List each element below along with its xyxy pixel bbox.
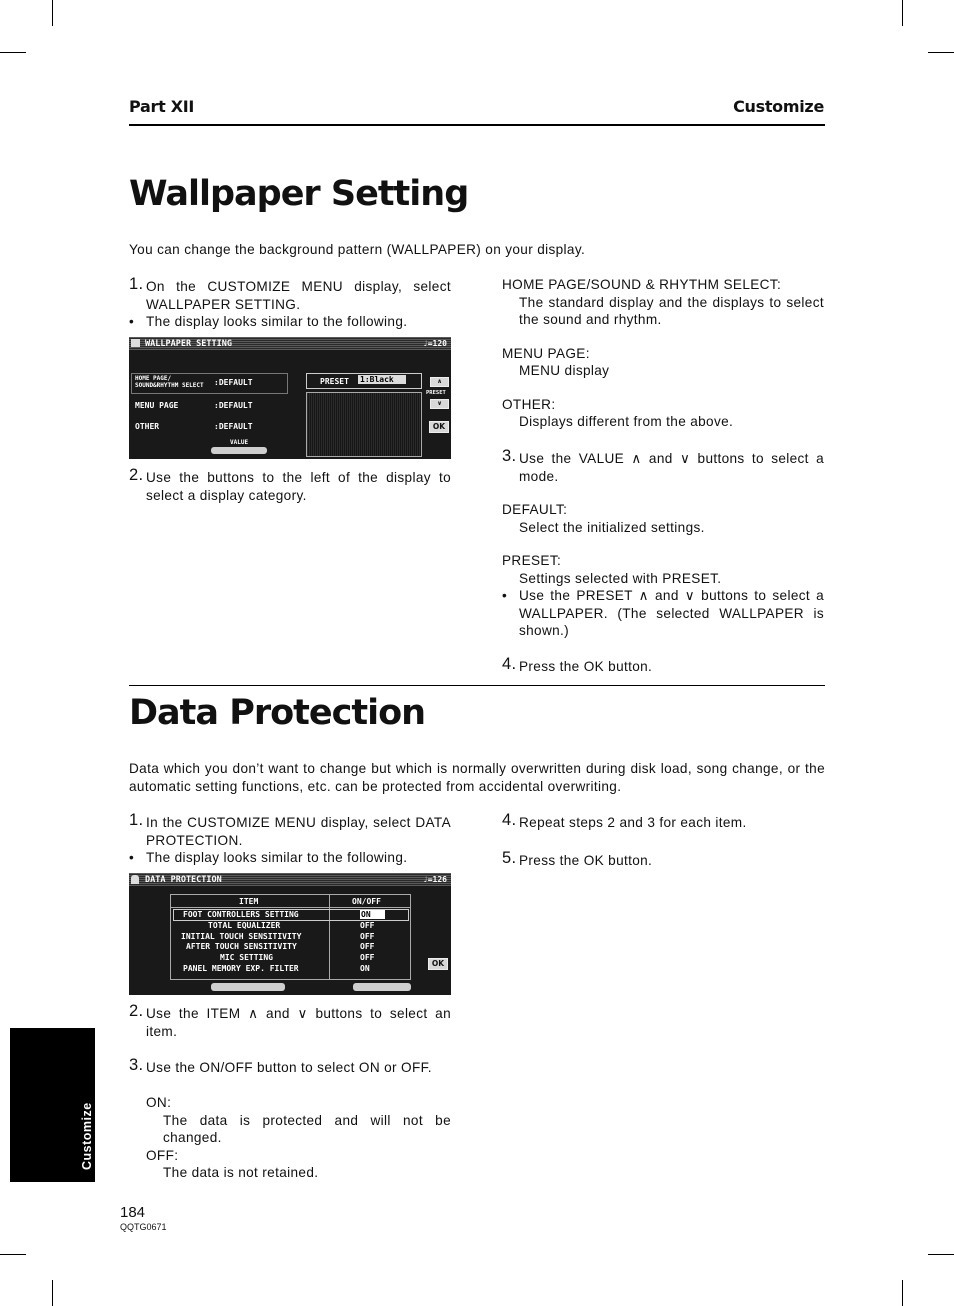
ok-button[interactable]: OK xyxy=(428,958,448,970)
row-home-value: :DEFAULT xyxy=(214,378,253,387)
table-row[interactable]: MIC SETTING OFF xyxy=(220,953,375,962)
def-home: The standard display and the displays to select the sound and rhythm. xyxy=(519,294,824,327)
table-row[interactable]: TOTAL EQUALIZER OFF xyxy=(208,921,375,930)
step-number: 1. xyxy=(129,275,144,293)
wallpaper-modes xyxy=(502,501,824,587)
wallpaper-intro: You can change the background pattern (WALLPAPER) on your display. xyxy=(129,242,586,257)
table-row[interactable]: PANEL MEMORY EXP. FILTER ON xyxy=(183,964,370,973)
lock-icon xyxy=(131,875,139,884)
header-part: Part XII xyxy=(129,97,195,116)
wallpaper-step-2: 2. Use the buttons to the left of the display to select a display category. xyxy=(129,466,451,503)
crop-mark xyxy=(52,1280,53,1306)
screen-icon xyxy=(131,339,140,347)
step-text: On the CUSTOMIZE MENU display, select WALLPAPER SETTING. xyxy=(146,279,451,312)
wallpaper-right-column xyxy=(502,276,824,431)
crop-mark xyxy=(0,1254,26,1255)
term-off: OFF: xyxy=(146,1147,179,1163)
table-row[interactable]: INITIAL TOUCH SENSITIVITY OFF xyxy=(181,932,375,941)
header-section: Customize xyxy=(733,97,824,116)
dp-step-1: 1. In the CUSTOMIZE MENU display, select DATA PROTECTION. xyxy=(129,811,451,848)
onoff-button[interactable] xyxy=(353,983,411,991)
crop-mark xyxy=(902,1280,903,1306)
term-other: OTHER: xyxy=(502,396,556,412)
term-menu: MENU PAGE: xyxy=(502,345,590,361)
row-menu-value: :DEFAULT xyxy=(214,401,253,410)
preset-bullet: • Use the PRESET ∧ and ∨ buttons to select a WALLPAPER. (The selected WALLPAPER is shown.) xyxy=(502,588,824,638)
value-up-down-button[interactable] xyxy=(211,447,267,454)
dp-step-5: 5. Press the OK button. xyxy=(502,849,653,868)
section-rule xyxy=(129,685,825,686)
def-default: Select the initialized settings. xyxy=(519,519,705,535)
table-row[interactable]: AFTER TOUCH SENSITIVITY OFF xyxy=(186,942,375,951)
col-onoff-header: ON/OFF xyxy=(352,897,381,906)
page-number: 184 xyxy=(120,1204,146,1221)
header-rule xyxy=(129,124,825,126)
col-item-header: ITEM xyxy=(239,897,259,906)
data-protection-title: Data Protection xyxy=(129,693,426,733)
preset-down-button[interactable]: ∨ xyxy=(430,399,449,409)
wallpaper-preview xyxy=(306,392,422,457)
onoff-definitions xyxy=(146,1094,451,1182)
crop-mark xyxy=(928,1254,954,1255)
protection-table xyxy=(170,894,411,980)
wallpaper-title: Wallpaper Setting xyxy=(129,174,469,214)
doc-code: QQTG0671 xyxy=(120,1222,167,1232)
def-on: The data is protected and will not be changed. xyxy=(163,1112,451,1145)
side-tab xyxy=(10,1028,95,1182)
dp-step-1-bullet: • The display looks similar to the following. xyxy=(129,850,408,865)
tempo-readout: ♩=120 xyxy=(422,339,447,348)
data-protection-intro: Data which you don’t want to change but which is normally overwritten during disk load, song change, or the automatic setting functions, etc. can be protected from accidental overwriting. xyxy=(129,761,825,794)
tempo-readout: ♩=126 xyxy=(422,875,447,884)
crop-mark xyxy=(52,0,53,26)
term-default: DEFAULT: xyxy=(502,502,568,517)
preset-small-label: PRESET xyxy=(426,390,446,396)
def-preset: Settings selected with PRESET. xyxy=(519,570,722,586)
data-protection-screen xyxy=(129,873,451,995)
item-up-down-button[interactable] xyxy=(211,983,285,991)
wallpaper-setting-screen xyxy=(129,337,451,459)
preset-label: PRESET xyxy=(320,377,349,386)
wallpaper-step-1 xyxy=(129,275,451,313)
term-home: HOME PAGE/SOUND & RHYTHM SELECT: xyxy=(502,277,782,292)
screen-title: DATA PROTECTION xyxy=(145,875,222,885)
wallpaper-step-4: 4. Press the OK button. xyxy=(502,655,653,674)
row-menu-label[interactable]: MENU PAGE xyxy=(135,401,179,410)
preset-value: 1:Black xyxy=(358,375,406,384)
crop-mark xyxy=(902,0,903,26)
table-row[interactable]: FOOT CONTROLLERS SETTING ON xyxy=(171,909,410,920)
row-home-label-a: HOME PAGE/ xyxy=(135,375,172,382)
row-other-label[interactable]: OTHER xyxy=(135,422,160,431)
crop-mark xyxy=(928,52,954,53)
row-home-label-b: SOUND&RHYTHM SELECT xyxy=(135,382,204,389)
dp-step-3: 3. Use the ON/OFF button to select ON or OFF. xyxy=(129,1056,432,1075)
def-menu: MENU display xyxy=(519,363,610,378)
preset-up-button[interactable]: ∧ xyxy=(430,377,449,387)
term-on: ON: xyxy=(146,1095,172,1110)
dp-step-2: 2. Use the ITEM ∧ and ∨ buttons to select an item. xyxy=(129,1002,451,1039)
wallpaper-step-1-bullet: • The display looks similar to the following. xyxy=(129,314,408,329)
ok-button[interactable]: OK xyxy=(429,421,449,433)
term-preset: PRESET: xyxy=(502,553,562,568)
side-tab-label: Customize xyxy=(80,1102,94,1170)
value-label: VALUE xyxy=(230,439,249,446)
row-other-value: :DEFAULT xyxy=(214,422,253,431)
crop-mark xyxy=(0,52,26,53)
def-off: The data is not retained. xyxy=(163,1165,319,1180)
wallpaper-step-3: 3. Use the VALUE ∧ and ∨ buttons to select a mode. xyxy=(502,447,824,484)
screen-title: WALLPAPER SETTING xyxy=(145,339,232,349)
dp-step-4: 4. Repeat steps 2 and 3 for each item. xyxy=(502,811,747,830)
def-other: Displays different from the above. xyxy=(519,414,734,429)
